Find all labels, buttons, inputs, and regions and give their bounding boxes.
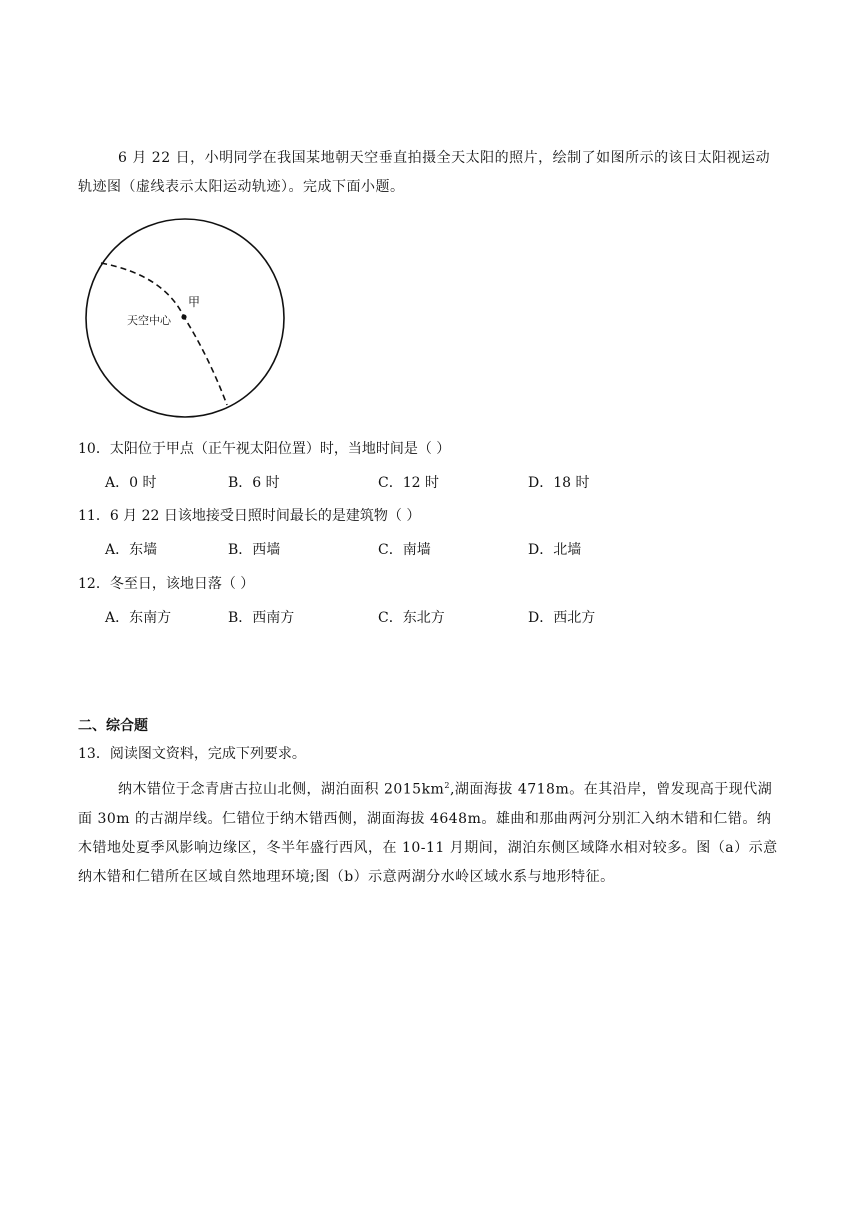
question-12-option-c: C．东北方 (378, 610, 445, 626)
question-10-option-c: C．12 时 (378, 475, 439, 491)
question-11-stem: 11．6 月 22 日该地接受日照时间最长的是建筑物（ ） (78, 508, 421, 524)
question-13-paragraph (78, 771, 784, 892)
question-12-option-a: A．东南方 (105, 610, 172, 626)
q13-text-part-a: 纳木错位于念青唐古拉山北侧，湖泊面积 2015km (118, 781, 445, 798)
question-10-option-a: A．0 时 (105, 475, 157, 491)
sun-path-diagram (84, 217, 286, 419)
question-11-option-a: A．东墙 (105, 542, 158, 558)
question-11-option-c: C．南墙 (378, 542, 431, 558)
question-12-stem: 12．冬至日，该地日落（ ） (78, 576, 255, 592)
label-sky-center: 天空中心 (127, 314, 171, 327)
intro-paragraph: 6 月 22 日，小明同学在我国某地朝天空垂直拍摄全天太阳的照片，绘制了如图所示的该日太阳视运动轨迹图（虚线表示太阳运动轨迹）。完成下面小题。 (78, 150, 771, 195)
question-12-option-d: D．西北方 (528, 610, 596, 626)
question-13-stem: 13．阅读图文资料，完成下列要求。 (78, 746, 306, 762)
sky-center-dot (181, 314, 186, 319)
section-two-title: 二、综合题 (78, 718, 148, 734)
question-12-option-b: B．西南方 (228, 610, 295, 626)
label-jia: 甲 (188, 295, 201, 309)
q13-superscript: 2 (444, 781, 450, 790)
sun-path-figure (84, 217, 286, 419)
question-10-option-b: B．6 时 (228, 475, 280, 491)
sun-path-dashed-line (101, 263, 227, 405)
question-10-option-d: D．18 时 (528, 475, 590, 491)
question-11-option-b: B．西墙 (228, 542, 281, 558)
question-10-stem: 10．太阳位于甲点（正午视太阳位置）时，当地时间是（ ） (78, 441, 451, 457)
q13-text-part-b: ,湖面海拔 4718m。在其沿岸，曾发现高于现代湖面 30m 的古湖岸线。仁错位于纳木错西侧，湖面海拔 4648m。雄曲和那曲两河分别汇入纳木错和仁错。纳木错地处夏季风影响边缘区，冬半年盛行西风，在 10-11 月期间，湖泊东侧区域降水相对较多。图（a）示意纳木错和仁错所在区域自然地理环境;图（b）示意两湖分水岭区域水系与地形特征。 (78, 781, 778, 885)
question-11-option-d: D．北墙 (528, 542, 582, 558)
